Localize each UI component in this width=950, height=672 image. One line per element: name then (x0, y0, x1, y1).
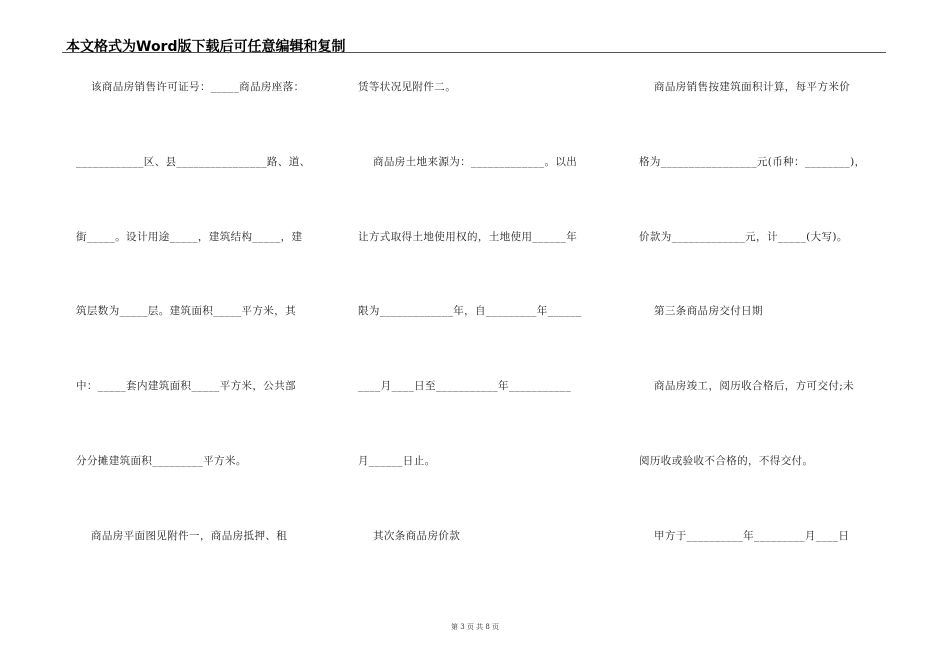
middle-col-line-1: 赁等状况见附件二。 (358, 81, 457, 93)
middle-col-line-6: 月______日止。 (358, 455, 436, 467)
middle-col-line-3: 让方式取得土地使用权的，土地使用______年 (358, 231, 578, 243)
middle-col-line-5: ____月____日至___________年___________ (358, 380, 572, 392)
left-col-line-6: 分分摊建筑面积_________平方米。 (76, 455, 247, 467)
right-col-line-7: 甲方于__________年_________月____日 (639, 530, 850, 542)
middle-col-line-2: 商品房土地来源为：_____________。以出 (358, 156, 578, 168)
middle-col-line-4: 限为_____________年，自_________年______ (358, 305, 582, 317)
page-number-footer: 第 3 页 共 8 页 (450, 623, 500, 631)
left-col-line-1: 该商品房销售许可证号：_____商品房座落： (76, 81, 305, 93)
right-col-line-3: 价款为_____________元，计_____(大写)。 (639, 231, 848, 243)
header-divider (62, 52, 886, 53)
left-col-line-3: 街_____。设计用途_____，建筑结构_____，建 (76, 231, 303, 243)
right-col-line-4: 第三条商品房交付日期 (639, 305, 763, 317)
right-col-line-2: 格为_________________元(币种：________)， (639, 156, 866, 168)
left-col-line-5: 中：_____套内建筑面积_____平方米，公共部 (76, 380, 296, 392)
right-col-line-5: 商品房竣工，阅历收合格后，方可交付;未 (639, 380, 855, 392)
left-col-line-2: ____________区、县________________路、道、 (76, 156, 311, 168)
right-col-line-1: 商品房销售按建筑面积计算，每平方米价 (639, 81, 851, 93)
document-header-title: 本文格式为Word版下载后可任意编辑和复制 (66, 39, 346, 55)
middle-col-line-7: 其次条商品房价款 (358, 530, 461, 542)
left-col-line-7: 商品房平面图见附件一，商品房抵押、租 (76, 530, 288, 542)
left-col-line-4: 筑层数为_____层。建筑面积_____平方米，其 (76, 305, 296, 317)
right-col-line-6: 阅历收或验收不合格的，不得交付。 (639, 455, 814, 467)
